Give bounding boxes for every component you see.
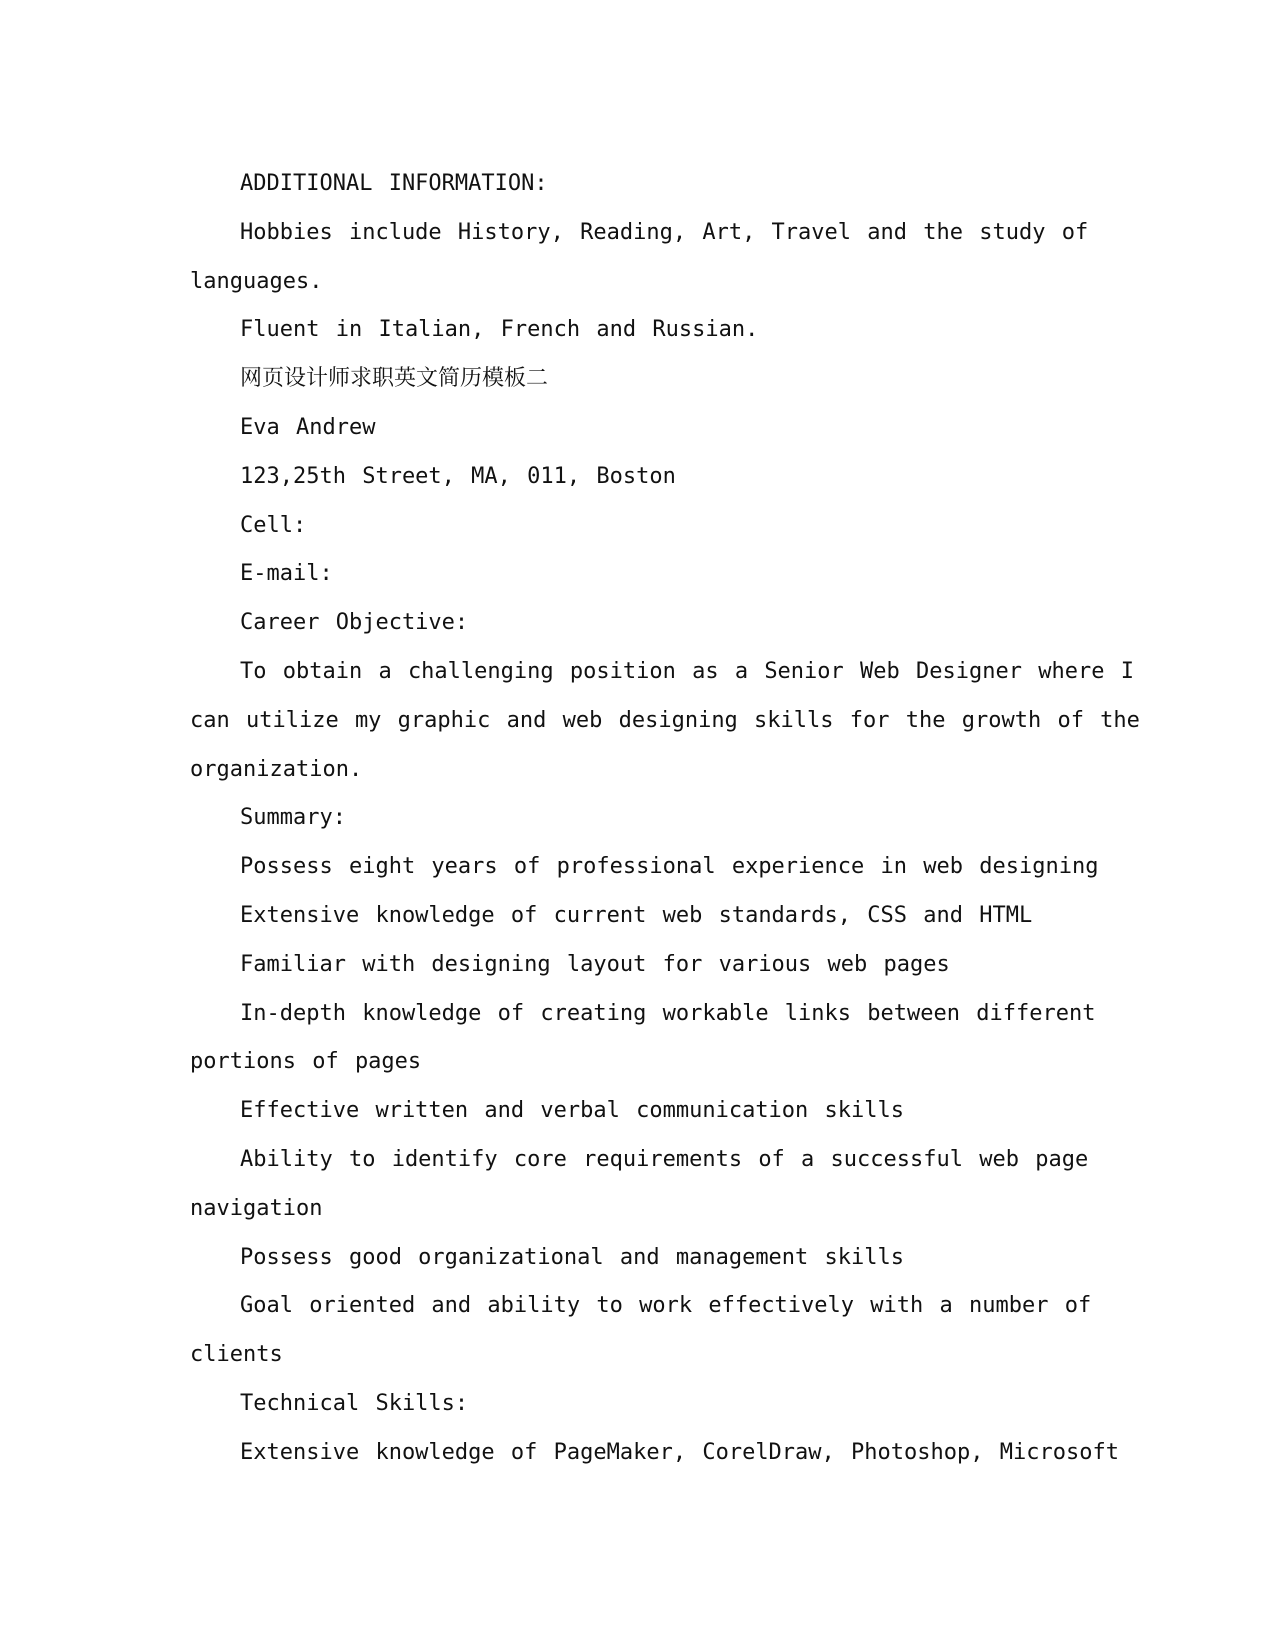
section-heading-summary: Summary: — [240, 805, 346, 831]
text-line-objective-3: organization. — [190, 756, 363, 782]
summary-item-links-continued: portions of pages — [190, 1049, 422, 1075]
candidate-address: 123,25th Street, MA, 011, Boston — [240, 463, 676, 489]
document-body — [190, 160, 1140, 1478]
candidate-name: Eva Andrew — [240, 414, 376, 440]
text-line-hobbies-continued: languages. — [190, 268, 323, 294]
summary-item-links: In-depth knowledge of creating workable links between different — [240, 1000, 1096, 1026]
text-line-objective-2: can utilize my graphic and web designing skills for the growth of the — [190, 707, 1140, 733]
contact-email-label: E-mail: — [240, 561, 333, 587]
summary-item-web-standards: Extensive knowledge of current web standards, CSS and HTML — [240, 902, 1033, 928]
template-title: 网页设计师求职英文简历模板二 — [240, 366, 549, 392]
section-heading-additional-information: ADDITIONAL INFORMATION: — [240, 171, 548, 196]
contact-cell-label: Cell: — [240, 512, 307, 538]
summary-item-goal-oriented: Goal oriented and ability to work effectively with a number of — [240, 1293, 1092, 1319]
summary-item-navigation: Ability to identify core requirements of a successful web page — [240, 1146, 1089, 1172]
section-heading-career-objective: Career Objective: — [240, 610, 469, 636]
section-heading-technical-skills: Technical Skills: — [240, 1390, 469, 1416]
summary-item-experience: Possess eight years of professional experience in web designing — [240, 854, 1099, 880]
summary-item-organizational: Possess good organizational and management skills — [240, 1244, 905, 1270]
text-line-hobbies: Hobbies include History, Reading, Art, Travel and the study of — [240, 219, 1089, 245]
summary-item-navigation-continued: navigation — [190, 1195, 323, 1221]
text-line-objective-1: To obtain a challenging position as a Senior Web Designer where I — [240, 658, 1134, 684]
technical-skill-item: Extensive knowledge of PageMaker, CorelDraw, Photoshop, Microsoft — [240, 1439, 1119, 1465]
summary-item-layout: Familiar with designing layout for various web pages — [240, 951, 950, 977]
text-line-languages: Fluent in Italian, French and Russian. — [240, 317, 759, 343]
summary-item-communication: Effective written and verbal communication skills — [240, 1098, 905, 1124]
summary-item-goal-oriented-continued: clients — [190, 1342, 283, 1368]
